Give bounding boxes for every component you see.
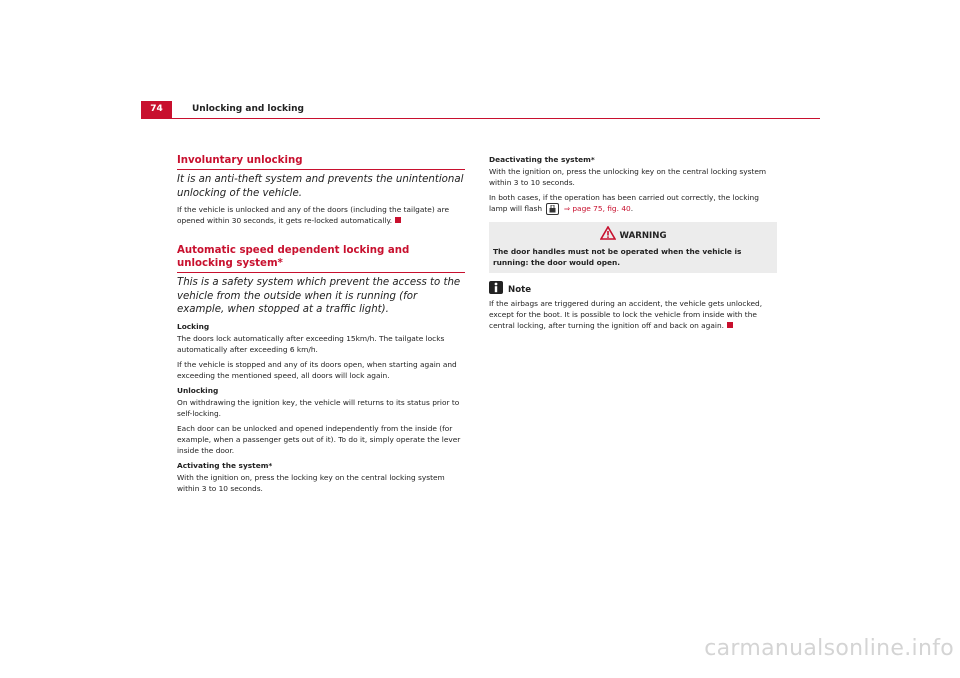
header-title: Unlocking and locking xyxy=(192,104,304,114)
locking-lamp-icon xyxy=(546,203,559,215)
section-subtitle: This is a safety system which prevent the access to the vehicle from the outside when it is running (for example, when stopped at a traffic light). xyxy=(177,277,461,316)
subheading-activating: Activating the system* xyxy=(177,460,273,470)
warning-triangle-icon xyxy=(600,226,616,240)
warning-title: WARNING xyxy=(493,226,773,243)
header-rule xyxy=(141,118,820,119)
paragraph: Each door can be unlocked and opened independently from the inside (for example, when a passenger gets out of it). To do it, simply operate the lever inside the door. xyxy=(177,423,461,455)
section-subtitle: It is an anti-theft system and prevents the unintentional unlocking of the vehicle. xyxy=(177,174,464,199)
section-heading-involuntary-unlocking: Involuntary unlocking xyxy=(177,154,465,170)
paragraph: In both cases, if the operation has been carried out correctly, the locking lamp will flash ⇒ page 75, fig. 40. xyxy=(489,193,759,213)
paragraph: On withdrawing the ignition key, the vehicle will returns to its status prior to self-locking. xyxy=(177,397,460,418)
paragraph: If the vehicle is unlocked and any of the doors (including the tailgate) are opened within 30 seconds, it gets re-locked automatically. xyxy=(177,205,450,226)
paragraph: With the ignition on, press the locking key on the central locking system within 3 to 10 seconds. xyxy=(177,472,445,493)
note-heading: Note xyxy=(489,281,777,297)
subheading-unlocking: Unlocking xyxy=(177,385,219,395)
section-heading-automatic-locking: Automatic speed dependent locking and unlocking system* xyxy=(177,244,465,273)
watermark: carmanualsonline.info xyxy=(704,636,954,661)
subheading-locking: Locking xyxy=(177,321,210,331)
note-text: If the airbags are triggered during an accident, the vehicle gets unlocked, except for the boot. It is possible to lock the vehicle from inside with the central locking, after turning the ignition off and back on again. xyxy=(489,299,763,330)
page-reference-link[interactable]: ⇒ page 75, fig. 40 xyxy=(563,204,631,213)
paragraph: The doors lock automatically after exceeding 15km/h. The tailgate locks automatically after exceeding 6 km/h. xyxy=(177,333,445,354)
warning-text: The door handles must not be operated when the vehicle is running: the door would open. xyxy=(493,247,742,267)
page-number: 74 xyxy=(141,101,172,118)
subheading-deactivating: Deactivating the system* xyxy=(489,155,595,164)
warning-box xyxy=(489,222,777,273)
end-of-section-icon xyxy=(395,217,401,223)
left-column xyxy=(177,154,465,498)
right-column xyxy=(489,154,777,335)
info-icon xyxy=(489,281,503,294)
paragraph: With the ignition on, press the unlocking key on the central locking system within 3 to 10 seconds. xyxy=(489,167,767,187)
paragraph: If the vehicle is stopped and any of its doors open, when starting again and exceeding the mentioned speed, all doors will lock again. xyxy=(177,359,457,380)
end-of-section-icon xyxy=(727,322,733,328)
